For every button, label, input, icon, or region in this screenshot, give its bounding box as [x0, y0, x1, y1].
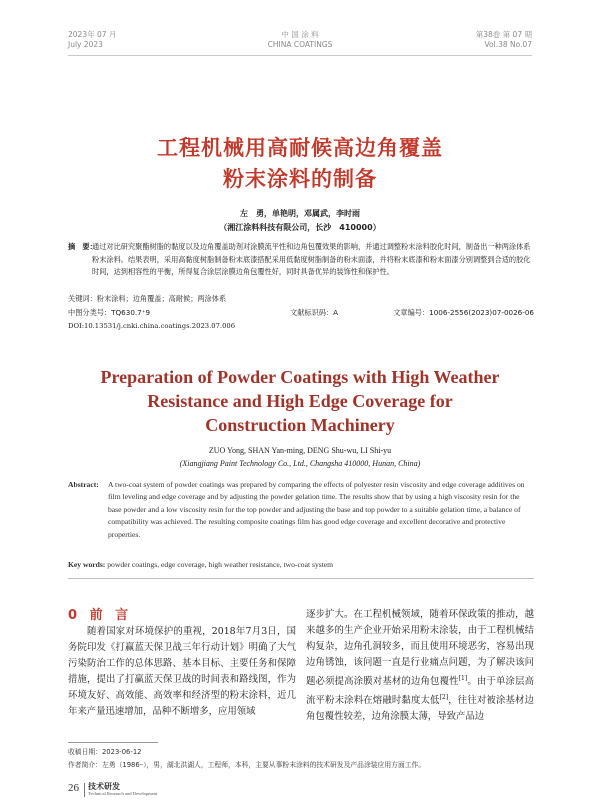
abstract-divider	[68, 578, 534, 579]
header-center	[68, 30, 532, 50]
english-authors: ZUO Yong, SHAN Yan-ming, DENG Shu-wu, LI Shi-yu	[208, 446, 392, 455]
chinese-abstract	[68, 241, 534, 277]
chinese-title-line-2: 粉末涂料的制备	[223, 167, 377, 191]
header-divider	[68, 55, 532, 56]
chinese-abstract-text: 通过对比研究聚酯树脂的黏度以及边角覆盖助剂对涂膜流平性和边角包覆效果的影响，并通过调整粉末涂料胶化时间，制备出一种两涂体系粉末涂料。结果表明，采用高黏度树脂制备粉末底漆搭配采用低黏度树脂制备的粉末面漆，并将粉末底漆和粉末面漆分别调整到合适的胶化时间，达到相容性的平衡，所得复合涂层涂膜边角包覆性好，同时具备优异的装饰性和保护性。	[92, 242, 531, 277]
column-name-cn: 技术研发	[88, 782, 120, 791]
volume-issue-en: Vol.38 No.07	[484, 40, 532, 49]
author-bio: 作者简介：左勇（1986–），男，湖北洪湖人，工程师，本科，主要从事粉末涂料的技术研发及产品涂装应用方面工作。	[68, 761, 426, 769]
journal-name-en: CHINA COATINGS	[267, 40, 333, 49]
chinese-affiliation: （湘江涂料科技有限公司，长沙 410000）	[219, 223, 381, 232]
chinese-abstract-label: 摘 要：	[68, 242, 97, 251]
classification-row	[68, 308, 534, 320]
english-title-line-1: Preparation of Powder Coatings with High Weather	[100, 367, 500, 387]
page-number: 26	[68, 782, 79, 794]
journal-name-cn: 中 国 涂 料	[281, 30, 319, 39]
document-code: 文献标识码：A	[290, 308, 339, 317]
article-number: 文章编号：1006-2556(2023)07-0026-06	[393, 308, 534, 317]
doi[interactable]: DOI:10.13531/j.cnki.china.coatings.2023.07.006	[68, 322, 236, 330]
english-keywords-text: powder coatings, edge coverage, high weather resistance, two-coat system	[107, 560, 334, 569]
header-date-cn: 2023年 07 月	[68, 30, 117, 39]
header-date-en: July 2023	[68, 40, 103, 49]
body-text-segment: 。由于单涂层高流平粉末涂料在熔融时黏度太低	[306, 676, 534, 707]
running-header	[68, 30, 532, 56]
chinese-title	[0, 133, 600, 195]
body-column-right	[306, 607, 534, 725]
header-right	[476, 30, 532, 50]
section-heading-introduction: 0 前 言	[68, 608, 133, 623]
citation-ref-1[interactable]: [1]	[458, 675, 468, 682]
chinese-authors: 左 勇，单艳明，邓属武，李时雨	[240, 209, 360, 218]
english-title-line-3: Construction Machinery	[205, 415, 395, 435]
column-name-en: Technical Research and Development	[88, 791, 158, 796]
body-text-segment: 逐步扩大。在工程机械领域，随着环保政策的推动，越来越多的生产企业开始采用粉末涂装，由于工程机械结构复杂，边角孔洞较多，而且使用环境恶劣，容易出现边角锈蚀，该问题一直是行业痛点问题，为了解决该问题必须提高涂膜对基材的边角包覆性	[306, 609, 534, 688]
clc-number: 中图分类号：TQ630.7⁺9	[68, 308, 151, 317]
english-abstract-text: A two-coat system of powder coatings was prepared by comparing the effects of polyester resin viscosity and edge coverage additives on film leveling and edge coverage and by adjusting the powder gelation time. The results show that by using a high viscosity resin for the base powder and a low viscosity resin for the top powder and adjusting the base and top powder to a suitable gelation time, a balance of compatibility was achieved. The resulting composite coatings film has good edge coverage and excellent decorative and protective properties.	[108, 480, 525, 539]
citation-ref-2[interactable]: [2]	[439, 694, 449, 702]
footnote-divider	[68, 742, 158, 743]
received-date: 收稿日期：2023-06-12	[68, 748, 142, 756]
english-affiliation: (Xiangjiang Paint Technology Co., Ltd., Changsha 410000, Hunan, China)	[179, 459, 421, 468]
body-text-segment: ，往往对被涂基材边角包覆性较差，边角涂膜太薄，导致产品边	[306, 695, 534, 723]
chinese-title-line-1: 工程机械用高耐候高边角覆盖	[157, 136, 443, 160]
chinese-keywords: 关键词：粉末涂料；边角覆盖；高耐候；两涂体系	[68, 294, 227, 303]
english-title-line-2: Resistance and High Edge Coverage for	[147, 391, 453, 411]
footer-separator	[84, 783, 85, 797]
volume-issue-cn: 第38卷 第 07 期	[475, 30, 532, 39]
body-column-left: 随着国家对环境保护的重视，2018年7月3日，国务院印发《打赢蓝天保卫战三年行动计划》明确了大气污染防治工作的总体思路、基本目标、主要任务和保障措施，提出了打赢蓝天保卫战的时间表和路线图，作为环境友好、高效能、高效率和经济型的粉末涂料，近几年来产量迅速增加，品种不断增多，应用领域	[68, 626, 296, 717]
english-keywords	[68, 560, 333, 569]
english-title	[0, 365, 600, 437]
english-abstract-label: Abstract:	[68, 480, 99, 489]
english-keywords-label: Key words:	[68, 560, 106, 569]
